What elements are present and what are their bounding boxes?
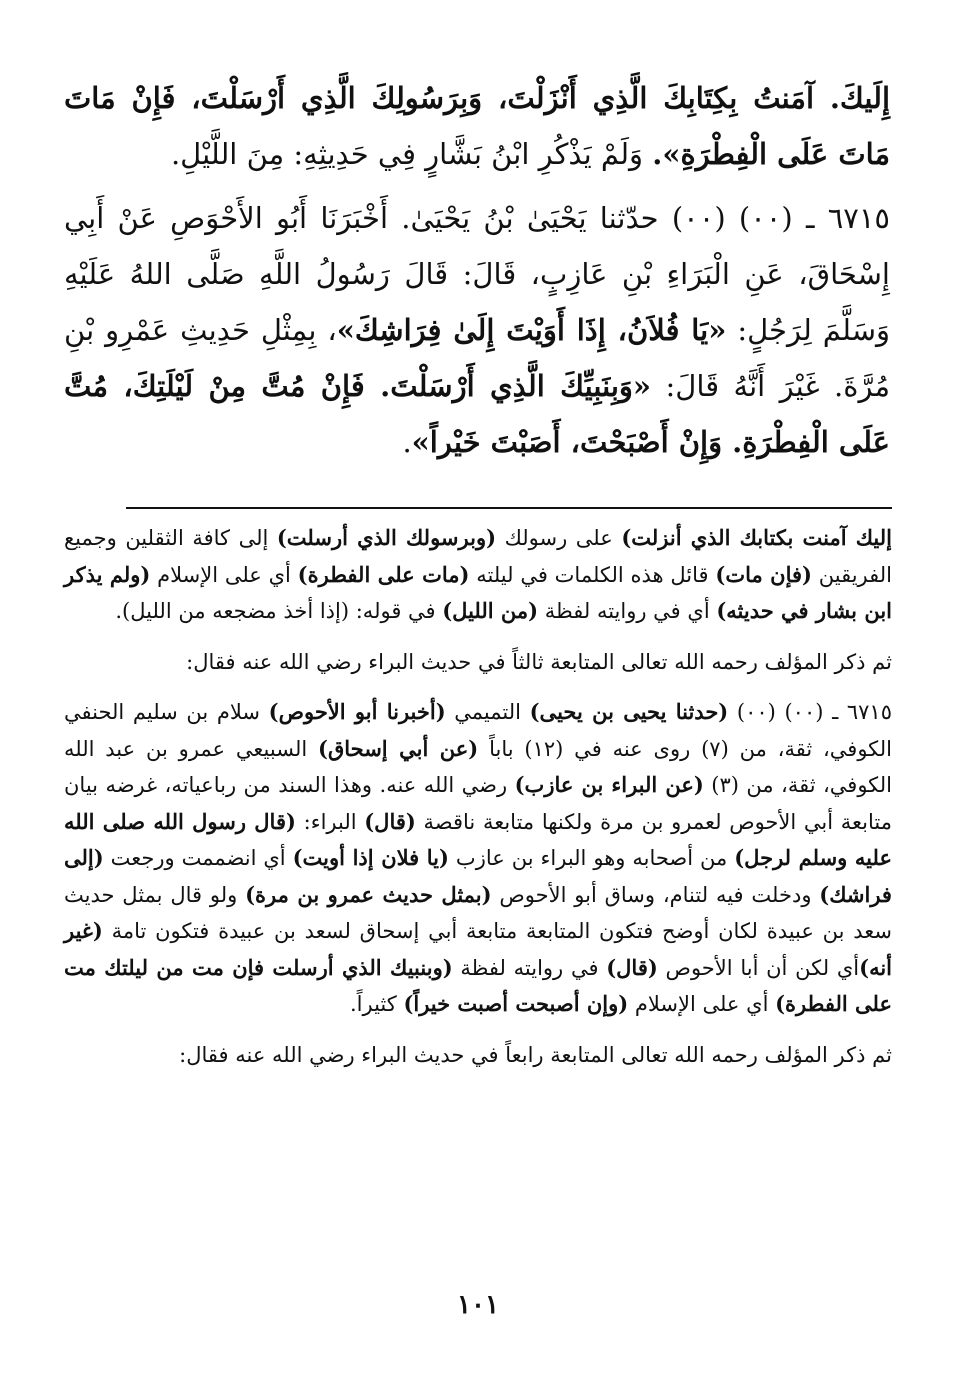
commentary-bold: (قال رسول الله صلى الله عليه وسلم لرجل) — [64, 808, 892, 870]
commentary-bold: (وبرسولك الذي أرسلت) — [276, 525, 497, 550]
hadith-text — [64, 70, 890, 470]
commentary-text: إلى كافة الثقلين وجميع الفريقين — [64, 526, 892, 587]
commentary-bold: (من الليل) — [442, 598, 539, 623]
commentary-bold: إليك آمنت بكتابك الذي أنزلت) — [621, 525, 892, 550]
commentary-text: أي لكن أن أبا الأحوص — [657, 955, 860, 980]
hadith-narrator-note: وَلَمْ يَذْكُرِ ابْنُ بَشَّارٍ فِي حَدِيثِهِ: مِنَ اللَّيْلِ. — [170, 137, 653, 171]
hadith-paragraph — [64, 190, 890, 470]
hadith-text-segment: ، بِمِثْلِ حَدِيثِ عَمْرِو بْنِ مُرَّةَ. غَيْرَ أَنَّهُ قَالَ: — [64, 313, 891, 403]
commentary — [64, 520, 892, 1087]
commentary-bold: (مات على الفطرة) — [297, 561, 470, 587]
commentary-paragraph — [64, 694, 892, 1023]
hadith-bold-text: «يَا فُلاَنُ، إِذَا أَوَيْتَ إِلَىٰ فِرَاشِكَ» — [336, 313, 727, 347]
commentary-text: البراء: — [295, 809, 365, 834]
commentary-bold: (حدثنا يحيى بن يحيى) — [529, 699, 729, 724]
commentary-bold: (بمثل حديث عمرو بن مرة) — [245, 881, 492, 907]
commentary-text: السبيعي عمرو بن عبد الله الكوفي، ثقة، من (٣) — [64, 736, 893, 797]
commentary-text: قائل هذه الكلمات في ليلته — [469, 562, 716, 587]
commentary-text: على رسولك — [496, 526, 622, 550]
commentary-text: ودخلت فيه لتنام، وساق أبو الأحوص — [491, 882, 820, 907]
commentary-paragraph — [64, 520, 892, 630]
commentary-bold: (عن البراء بن عازب) — [514, 772, 704, 797]
hadith-number: ٦٧١٥ ـ (٠٠) (٠٠) — [728, 700, 892, 724]
hadith-isnad: ٦٧١٥ ـ (٠٠) (٠٠) حدّثنا يَحْيَىٰ بْنُ يَحْيَىٰ. أَخْبَرَنَا أَبُو الأَحْوَصِ عَنْ أَبِي إِسْحَاقَ، عَنِ الْبَرَاءِ بْنِ عَازِبٍ، قَالَ: قَالَ رَسُولُ اللَّهِ صَلَّى اللهُ عَلَيْهِ وَسَلَّمَ لِرَجُلٍ: — [64, 201, 890, 347]
commentary-text: أي على الإسلام — [628, 992, 776, 1016]
commentary-bold: (ولم يذكر ابن بشار في حديثه) — [64, 561, 892, 623]
footnote-separator — [126, 507, 892, 509]
commentary-text: أي على الإسلام — [150, 562, 298, 587]
commentary-bold: (غير أنه) — [64, 918, 893, 980]
commentary-paragraph: ثم ذكر المؤلف رحمه الله تعالى المتابعة رابعاً في حديث البراء رضي الله عنه فقال: — [179, 1042, 892, 1067]
commentary-text: سلام بن سليم الحنفي الكوفي، ثقة، من (٧) روى عنه في (١٢) باباً — [64, 700, 893, 761]
page-number: ١٠١ — [457, 1290, 499, 1320]
commentary-text: في روايته لفظة — [452, 955, 607, 980]
commentary-paragraph: ثم ذكر المؤلف رحمه الله تعالى المتابعة ثالثاً في حديث البراء رضي الله عنه فقال: — [186, 649, 892, 674]
commentary-text: ولو قال بمثل حديث سعد بن عبيدة لكان أوضح فتكون المتابعة متابعة أبي إسحاق لسعد بن عبيدة فتكون تامة — [64, 882, 892, 943]
commentary-bold: (قال) — [606, 954, 658, 980]
commentary-bold: (قال) — [364, 808, 416, 834]
commentary-bold: (فإن مات) — [715, 561, 812, 587]
commentary-bold: (وإن أصبحت أصبت خيراً) — [403, 991, 629, 1016]
commentary-bold: (عن أبي إسحاق) — [318, 735, 479, 761]
commentary-bold: (وبنبيك الذي أرسلت فإن مت من ليلتك مت على الفطرة) — [64, 954, 892, 1016]
commentary-text: أي انضممت ورجعت — [103, 846, 293, 870]
hadith-text-segment: . — [402, 425, 412, 459]
commentary-text: من أصحابه وهو البراء بن عازب — [448, 846, 735, 870]
hadith-bold-text: «وَبِنَبِيِّكَ الَّذِي أَرْسَلْتَ. فَإِنْ مُتَّ مِنْ لَيْلَتِكَ، مُتَّ عَلَى الْفِطْرَةِ. وَإِنْ أَصْبَحْتَ، أَصَبْتَ خَيْراً» — [64, 369, 890, 459]
hadith-bold-text: إِلَيكَ. آمَنتُ بِكِتَابِكَ الَّذِي أَنْزَلْتَ، وَبِرَسُولِكَ الَّذِي أَرْسَلْتَ، فَإِنْ مَاتَ مَاتَ عَلَى الْفِطْرَةِ». — [64, 81, 890, 171]
commentary-text: أي في روايته لفظة — [538, 599, 717, 623]
commentary-text: التميمي — [445, 700, 530, 724]
commentary-bold: (يا فلان إذا أويت) — [292, 845, 449, 870]
commentary-text: في قوله: (إذا أخذ مضجعه من الليل). — [115, 599, 443, 623]
commentary-text: رضي الله عنه. وهذا السند من رباعياته، غرضه بيان متابعة أبي الأحوص لعمرو بن مرة ولكنها متابعة ناقصة — [64, 773, 892, 834]
commentary-text: كثيراً. — [349, 992, 404, 1016]
commentary-bold: (أخبرنا أبو الأحوص) — [268, 699, 446, 724]
hadith-paragraph — [64, 70, 890, 182]
commentary-bold: (إلى فراشك) — [64, 845, 892, 907]
